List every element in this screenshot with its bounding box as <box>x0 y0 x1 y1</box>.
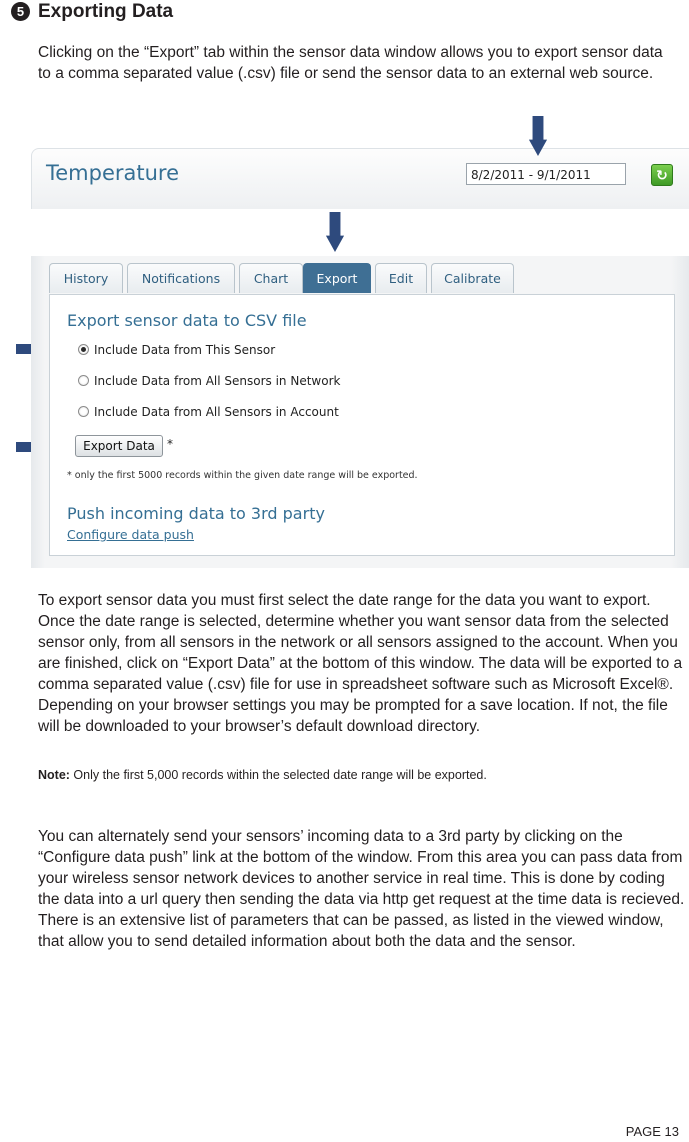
intro-paragraph: Clicking on the “Export” tab within the sensor data window allows you to export sensor data to a comma separated value (.csv) file or send the sensor data to an external web source. <box>38 44 663 82</box>
arrow-down-icon <box>528 116 548 156</box>
tab-calibrate[interactable]: Calibrate <box>431 263 514 293</box>
radio-icon[interactable] <box>78 375 89 386</box>
option-all-account[interactable] <box>78 404 339 420</box>
export-footnote: * only the first 5000 records within the given date range will be exported. <box>67 470 418 481</box>
tab-history[interactable]: History <box>49 263 123 293</box>
note-label: Note: <box>38 768 70 782</box>
tab-edit[interactable]: Edit <box>375 263 427 293</box>
export-content <box>49 294 675 556</box>
temperature-panel <box>31 148 689 209</box>
page-number: PAGE 13 <box>625 1124 679 1139</box>
tab-chart[interactable]: Chart <box>239 263 303 293</box>
arrow-down-icon <box>325 212 345 252</box>
csv-section-title: Export sensor data to CSV file <box>67 311 307 330</box>
push-section-title: Push incoming data to 3rd party <box>67 504 325 523</box>
option-label: Include Data from This Sensor <box>94 343 276 357</box>
date-range-input[interactable]: 8/2/2011 - 9/1/2011 <box>466 163 626 185</box>
radio-checked-icon[interactable] <box>78 344 89 355</box>
option-this-sensor[interactable] <box>78 342 275 358</box>
option-label: Include Data from All Sensors in Network <box>94 374 341 388</box>
body-paragraph-1: To export sensor data you must first select the date range for the data you want to export. Once the date range is selected, determine whether you want sensor data from the selected sensor only, from all sensors in the network or all sensors assigned to the account. When you are finished, click on “Export Data” at the bottom of this window. The data will be exported to a comma separated value (.csv) file for use in spreadsheet software such as Microsoft Excel®. Depending on your browser settings you may be prompted for a save location. If not, the file will be downloaded to your browser’s default download directory. <box>38 592 683 735</box>
export-data-button[interactable]: Export Data <box>75 435 163 457</box>
refresh-icon[interactable]: ↻ <box>651 164 673 186</box>
body-paragraph-2: You can alternately send your sensors’ incoming data to a 3rd party by clicking on the “Configure data push” link at the bottom of the window. From this area you can pass data from your wireless sensor network devices to another service in real time. This is done by coding the data into a url query then sending the data via http get request at the time data is recieved. There is an extensive list of parameters that can be passed, as listed in the viewed window, that allow you to send detailed information about both the data and the sensor. <box>38 828 685 950</box>
configure-data-push-link[interactable]: Configure data push <box>67 527 194 542</box>
tab-export[interactable]: Export <box>303 263 371 293</box>
option-label: Include Data from All Sensors in Account <box>94 405 339 419</box>
panel-title: Temperature <box>46 161 180 185</box>
step-number-badge: 5 <box>11 2 30 21</box>
radio-icon[interactable] <box>78 406 89 417</box>
section-heading: Exporting Data <box>38 1 174 22</box>
note-text: Only the first 5,000 records within the selected date range will be exported. <box>69 768 487 782</box>
option-all-network[interactable] <box>78 373 340 389</box>
note <box>38 766 487 784</box>
asterisk: * <box>167 437 173 451</box>
tab-notifications[interactable]: Notifications <box>127 263 235 293</box>
export-panel <box>31 256 689 568</box>
